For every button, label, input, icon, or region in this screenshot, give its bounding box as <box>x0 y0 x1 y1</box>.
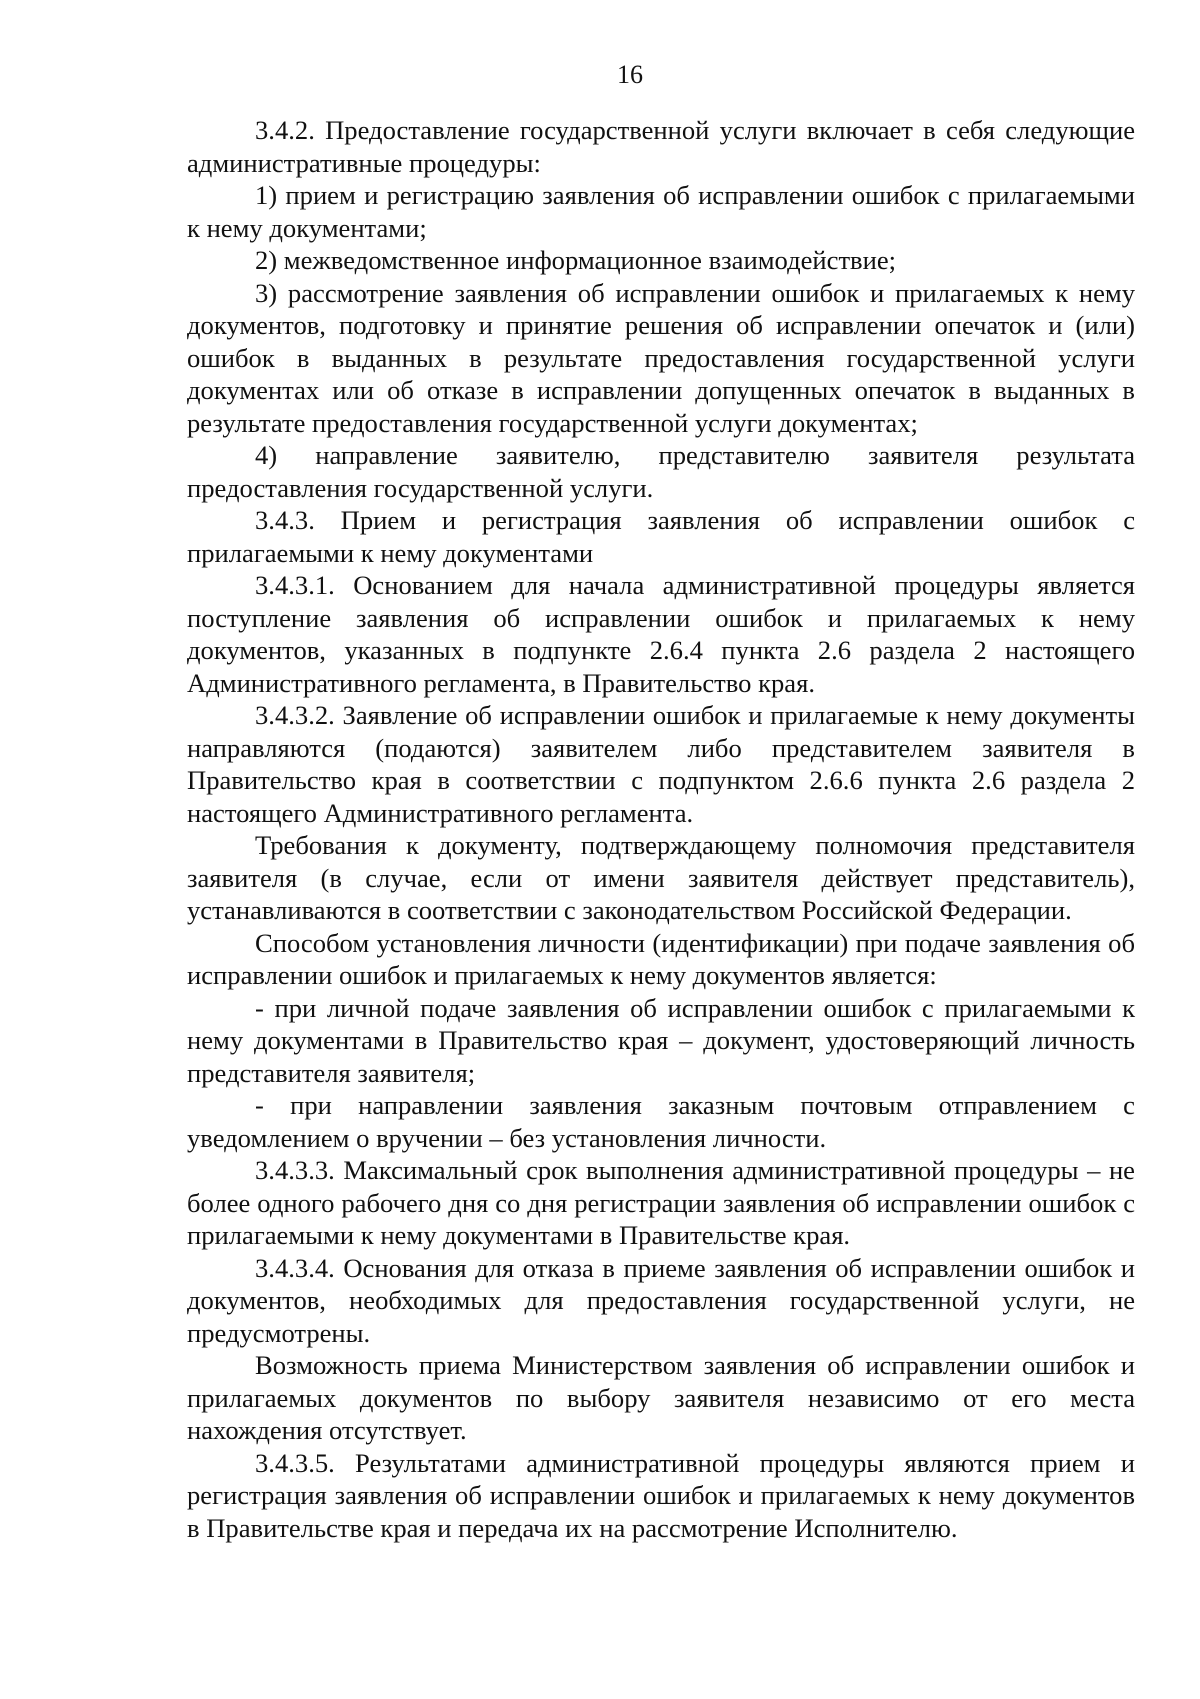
list-item-1: 1) прием и регистрацию заявления об исправлении ошибок с прилагаемыми к нему документами; <box>187 180 1135 243</box>
list-item-2: 2) межведомственное информационное взаимодействие; <box>255 245 897 275</box>
paragraph-reception-possibility: Возможность приема Министерством заявления об исправлении ошибок и прилагаемых документов по выбору заявителя независимо от его места нахождения отсутствует. <box>187 1350 1135 1445</box>
paragraph-3-4-3-1: 3.4.3.1. Основанием для начала административной процедуры является поступление заявления об исправлении ошибок и прилагаемых к нему документов, указанных в подпункте 2.6.4 пункта 2.6 раздела 2 настоящего Административного регламента, в Правительство края. <box>187 570 1135 698</box>
page-number: 16 <box>617 60 643 89</box>
list-item-3: 3) рассмотрение заявления об исправлении ошибок и прилагаемых к нему документов, подготовку и принятие решения об исправлении опечаток и (или) ошибок в выданных в результате предоставления государственной услуги документах или об отказе в исправлении допущенных опечаток в выданных в результате предоставления государственной услуги документах; <box>187 277 1135 438</box>
paragraph-3-4-3-4: 3.4.3.4. Основания для отказа в приеме заявления об исправлении ошибок и документов, необходимых для предоставления государственной услуги, не предусмотрены. <box>187 1252 1135 1348</box>
list-item-personal-submission: - при личной подаче заявления об исправлении ошибок с прилагаемыми к нему документами в Правительство края – документ, удостоверяющий личность представителя заявителя; <box>187 992 1135 1088</box>
paragraph-3-4-2: 3.4.2. Предоставление государственной услуги включает в себя следующие административные процедуры: <box>187 115 1135 178</box>
paragraph-3-4-3-3: 3.4.3.3. Максимальный срок выполнения административной процедуры – не более одного рабочего дня со дня регистрации заявления об исправлении ошибок с прилагаемыми к нему документами в Правительстве края. <box>187 1155 1135 1250</box>
paragraph-3-4-3-2: 3.4.3.2. Заявление об исправлении ошибок и прилагаемые к нему документы направляются (подаются) заявителем либо представителем заявителя в Правительство края в соответствии с подпунктом 2.6.6 пункта 2.6 раздела 2 настоящего Административного регламента. <box>187 700 1135 828</box>
paragraph-representative-requirements: Требования к документу, подтверждающему полномочия представителя заявителя (в случае, если от имени заявителя действует представитель), устанавливаются в соответствии с законодательством Российской Федерации. <box>187 830 1135 925</box>
paragraph-identification-method: Способом установления личности (идентификации) при подаче заявления об исправлении ошибок и прилагаемых к нему документов является: <box>187 927 1135 990</box>
list-item-4: 4) направление заявителю, представителю заявителя результата предоставления государственной услуги. <box>187 440 1135 503</box>
paragraph-3-4-3: 3.4.3. Прием и регистрация заявления об исправлении ошибок с прилагаемыми к нему документами <box>187 505 1135 568</box>
list-item-postal-submission: - при направлении заявления заказным почтовым отправлением с уведомлением о вручении – без установления личности. <box>187 1090 1135 1153</box>
paragraph-3-4-3-5: 3.4.3.5. Результатами административной процедуры являются прием и регистрация заявления об исправлении ошибок и прилагаемых к нему документов в Правительстве края и передача их на рассмотрение Исполнителю. <box>187 1447 1135 1543</box>
document-body <box>187 114 1135 1544</box>
